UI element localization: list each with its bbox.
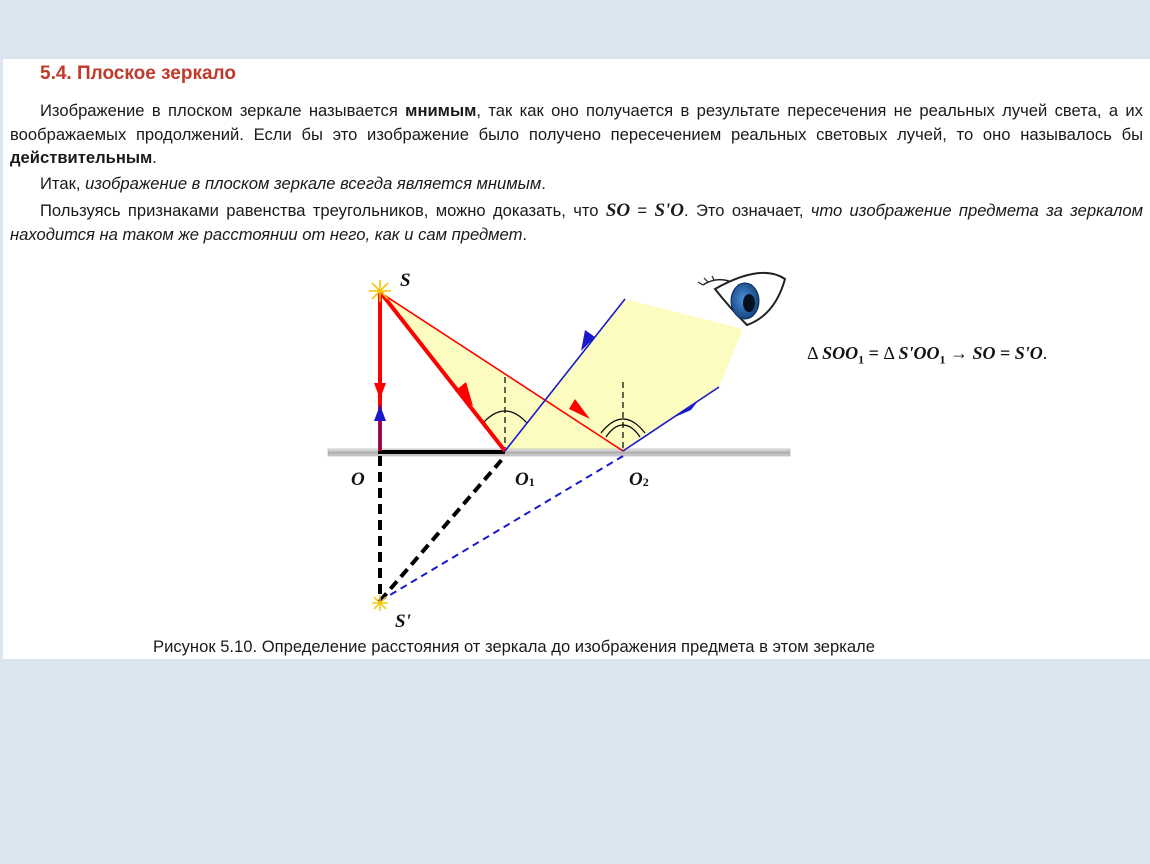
paragraph-conclusion xyxy=(10,172,1143,196)
virtual-s-prime-o2 xyxy=(380,456,623,601)
formula-triangle-1-sub: 1 xyxy=(858,352,865,367)
p3-text-g: . xyxy=(522,224,528,244)
section-title: 5.4. Плоское зеркало xyxy=(40,63,236,84)
p1-term-real: действительным xyxy=(10,148,153,167)
p1-term-virtual: мнимым xyxy=(405,101,477,120)
label-o2 xyxy=(629,469,649,490)
p3-so: SO xyxy=(605,200,631,221)
p2-italic: изображение в плоском зеркале всегда является мнимым xyxy=(85,174,542,193)
label-s: S xyxy=(400,270,411,291)
formula-rhs: S'O xyxy=(1014,343,1043,363)
label-o: O xyxy=(351,469,365,490)
p3-text-a: Пользуясь признаками равенства треугольников, можно доказать, что xyxy=(40,201,606,220)
figure-caption: Рисунок 5.10. Определение расстояния от зеркала до изображения предмета в этом зеркале xyxy=(153,637,875,656)
p3-s-prime-o: S'O xyxy=(654,200,685,221)
p1-text-c: , так как оно получается в результате пересечения не реальных лучей света, а их воображаемых продолжений. Если бы это изображение было получено пересечением реальных световых лучей, то оно называлось бы xyxy=(10,101,1143,144)
p2-text-a: Итак, xyxy=(40,174,86,193)
label-s-prime: S' xyxy=(395,611,411,632)
source-star-icon xyxy=(369,280,391,302)
ray-s-o-arrow xyxy=(374,383,386,399)
p1-text-a: Изображение в плоском зеркале называется xyxy=(40,101,406,120)
formula-triangle-2: S'OO xyxy=(898,343,940,363)
formula-equals-2: = xyxy=(995,343,1015,363)
ray-reflected-o-arrow xyxy=(374,405,386,421)
label-o1-letter: O xyxy=(515,469,529,490)
formula-lhs: SO xyxy=(972,343,996,363)
formula-delta-2: Δ xyxy=(883,343,899,363)
label-o2-subscript: 2 xyxy=(642,475,649,489)
paragraph-virtual-image xyxy=(10,99,1143,170)
label-o1 xyxy=(515,469,535,490)
formula-period: . xyxy=(1042,343,1048,363)
eye-icon xyxy=(698,273,785,325)
formula-delta-1: Δ xyxy=(807,343,823,363)
formula-triangle-2-sub: 1 xyxy=(939,352,946,367)
p3-italic: что изображение предмета за зеркалом находится на таком же расстоянии от него, как и сам предмет xyxy=(10,201,1143,244)
label-o1-subscript: 1 xyxy=(528,475,535,489)
formula-triangle-1: SOO xyxy=(822,343,859,363)
p3-text-e: . Это означает, xyxy=(684,201,811,220)
image-star-icon xyxy=(372,595,388,611)
p3-eq: = xyxy=(630,201,655,220)
document-page xyxy=(3,59,1150,659)
formula-arrow: → xyxy=(945,343,973,363)
reflected-beam xyxy=(503,299,743,451)
p1-text-e: . xyxy=(152,148,157,167)
virtual-s-prime-o1 xyxy=(380,456,505,601)
paragraph-proof xyxy=(10,199,1143,246)
label-o2-letter: O xyxy=(629,469,643,490)
mirror-diagram xyxy=(3,259,1150,639)
p2-text-c: . xyxy=(541,174,546,193)
formula-equals-1: = xyxy=(864,343,884,363)
triangle-equality-formula xyxy=(807,343,1047,368)
